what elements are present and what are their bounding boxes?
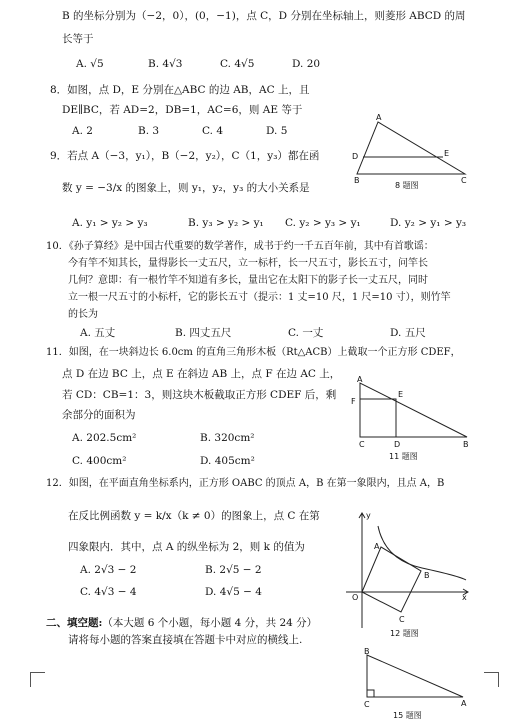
q12-option-c: C. 4√3 − 4: [80, 586, 137, 598]
section2-instruction: 请将每小题的答案直接填在答题卡中对应的横线上.: [68, 634, 303, 646]
q8-figure: [345, 112, 475, 192]
q10-line-5: 的长为: [68, 309, 98, 320]
section2-heading: 二、填空题:: [46, 617, 103, 629]
q8-label-d: D: [352, 152, 359, 161]
q11-line-2: 点 D 在边 BC 上，点 E 在斜边 AB 上，点 F 在边 AC 上，: [62, 368, 341, 380]
q10-option-c: C. 一丈: [288, 327, 324, 339]
q7-option-a: A. √5: [76, 58, 104, 70]
q8-option-b: B. 3: [138, 125, 160, 137]
fig15-label-c: C: [364, 700, 370, 709]
q9-option-d: D. y₂ > y₁ > y₃: [390, 217, 467, 229]
q11-option-c: C. 400cm²: [72, 455, 127, 467]
q11-line-4: 余部分的面积为: [62, 409, 136, 421]
section2-header: [46, 617, 317, 630]
q10-line-1: 10．《孙子算经》是中国古代重要的数学著作，成书于约一千五百年前，其中有首歌谣：: [46, 241, 434, 252]
q11-caption: 11 题图: [389, 452, 418, 461]
q10-option-d: D. 五尺: [390, 327, 426, 339]
fig15-caption: 15 题图: [393, 711, 422, 720]
q11-label-e: E: [398, 390, 404, 399]
q11-option-b: B. 320cm²: [200, 432, 255, 444]
q8-option-c: C. 4: [202, 125, 224, 137]
fig15-right-angle: [367, 690, 374, 697]
q12-square-oabc: [362, 547, 421, 612]
q11-option-d: D. 405cm²: [200, 455, 255, 467]
q11-option-a: A. 202.5cm²: [72, 432, 137, 444]
fig15-figure: [355, 645, 475, 724]
q12-line-2: 在反比例函数 y = k/x（k ≠ 0）的图象上，点 C 在第: [68, 510, 320, 522]
fig15-triangle: [367, 655, 463, 697]
q8-caption: 8 题图: [395, 181, 419, 190]
q7-option-c: C. 4√5: [220, 58, 255, 70]
q9-line-1: 9．若点 A（−3，y₁），B（−2，y₂），C（1，y₃）都在函: [50, 150, 320, 162]
q12-figure: [340, 508, 475, 640]
q12-option-d: D. 4√5 − 4: [205, 586, 262, 598]
q7-option-d: D. 20: [292, 58, 321, 70]
q8-label-c: C: [461, 176, 467, 185]
q11-label-c: C: [359, 440, 365, 449]
q12-option-a: A. 2√3 − 2: [80, 564, 137, 576]
q11-triangle: [360, 383, 467, 437]
q11-label-f: F: [351, 397, 356, 406]
q10-option-a: A. 五丈: [80, 327, 116, 339]
q7-option-b: B. 4√3: [148, 58, 183, 70]
fig15-label-b: B: [364, 647, 370, 656]
q12-caption: 12 题图: [390, 629, 419, 638]
q10-line-2: 今有竿不知其长，量得影长一丈五尺，立一标杆，长一尺五寸，影长五寸，问竿长: [68, 258, 428, 269]
q9-option-b: B. y₃ > y₂ > y₁: [188, 217, 264, 229]
q12-option-b: B. 2√5 − 2: [205, 564, 262, 576]
q8-line-2: DE∥BC，若 AD=2，DB=1，AC=6，则 AE 等于: [62, 104, 303, 116]
q10-line-3: 几何？意即：有一根竹竿不知道有多长，量出它在太阳下的影子长一丈五尺，同时: [68, 275, 428, 286]
q12-label-c: C: [399, 615, 405, 624]
q12-line-3: 四象限内．其中，点 A 的纵坐标为 2，则 k 的值为: [68, 541, 305, 553]
q7-line-2: 长等于: [62, 33, 94, 45]
q12-label-y: y: [366, 511, 371, 520]
q9-line-2: 数 y = −3/x 的图象上，则 y₁，y₂，y₃ 的大小关系是: [62, 182, 310, 194]
corner-mark-left: [30, 672, 45, 687]
q8-triangle: [357, 122, 465, 174]
q8-label-b: B: [354, 176, 360, 185]
q12-line-1: 12．如图，在平面直角坐标系内，正方形 OABC 的顶点 A，B 在第一象限内，且点 A，B: [46, 478, 445, 489]
q12-label-b: B: [424, 571, 430, 580]
q8-line-1: 8．如图，点 D，E 分别在△ABC 的边 AB，AC 上，且: [50, 84, 310, 96]
q9-option-c: C. y₂ > y₃ > y₁: [285, 217, 361, 229]
q10-line-4: 立一根一尺五寸的小标杆，它的影长五寸（提示：1 丈=10 尺，1 尺=10 寸），则竹竿: [68, 292, 451, 303]
q9-option-a: A. y₁ > y₂ > y₃: [72, 217, 148, 229]
corner-mark-right: [484, 672, 499, 687]
q11-line-3: 若 CD：CB=1：3，则这块木板截取正方形 CDEF 后，剩: [62, 389, 337, 401]
q11-label-b: B: [463, 440, 469, 449]
q7-line-1: B 的坐标分别为（−2，0），(0，−1)，点 C，D 分别在坐标轴上，则菱形 ABCD 的周: [62, 10, 466, 22]
q11-label-d: D: [394, 440, 401, 449]
q8-option-d: D. 5: [266, 125, 288, 137]
q10-option-b: B. 四丈五尺: [175, 327, 232, 339]
q8-label-e: E: [444, 149, 450, 158]
section2-note: （本大题 6 个小题，每小题 4 分，共 24 分）: [102, 617, 318, 629]
fig15-label-a: A: [461, 699, 467, 708]
q11-square: [360, 399, 396, 437]
q8-label-a: A: [376, 113, 382, 122]
q11-figure: [345, 375, 480, 465]
q12-label-x: x: [462, 593, 467, 602]
q12-label-o: O: [352, 593, 359, 602]
q11-label-a: A: [357, 375, 363, 384]
q12-label-a: A: [374, 542, 380, 551]
q8-option-a: A. 2: [72, 125, 93, 137]
q11-line-1: 11．如图，在一块斜边长 6.0cm 的直角三角形木板（Rt△ACB）上截取一个正方形 CDEF，: [46, 347, 461, 358]
